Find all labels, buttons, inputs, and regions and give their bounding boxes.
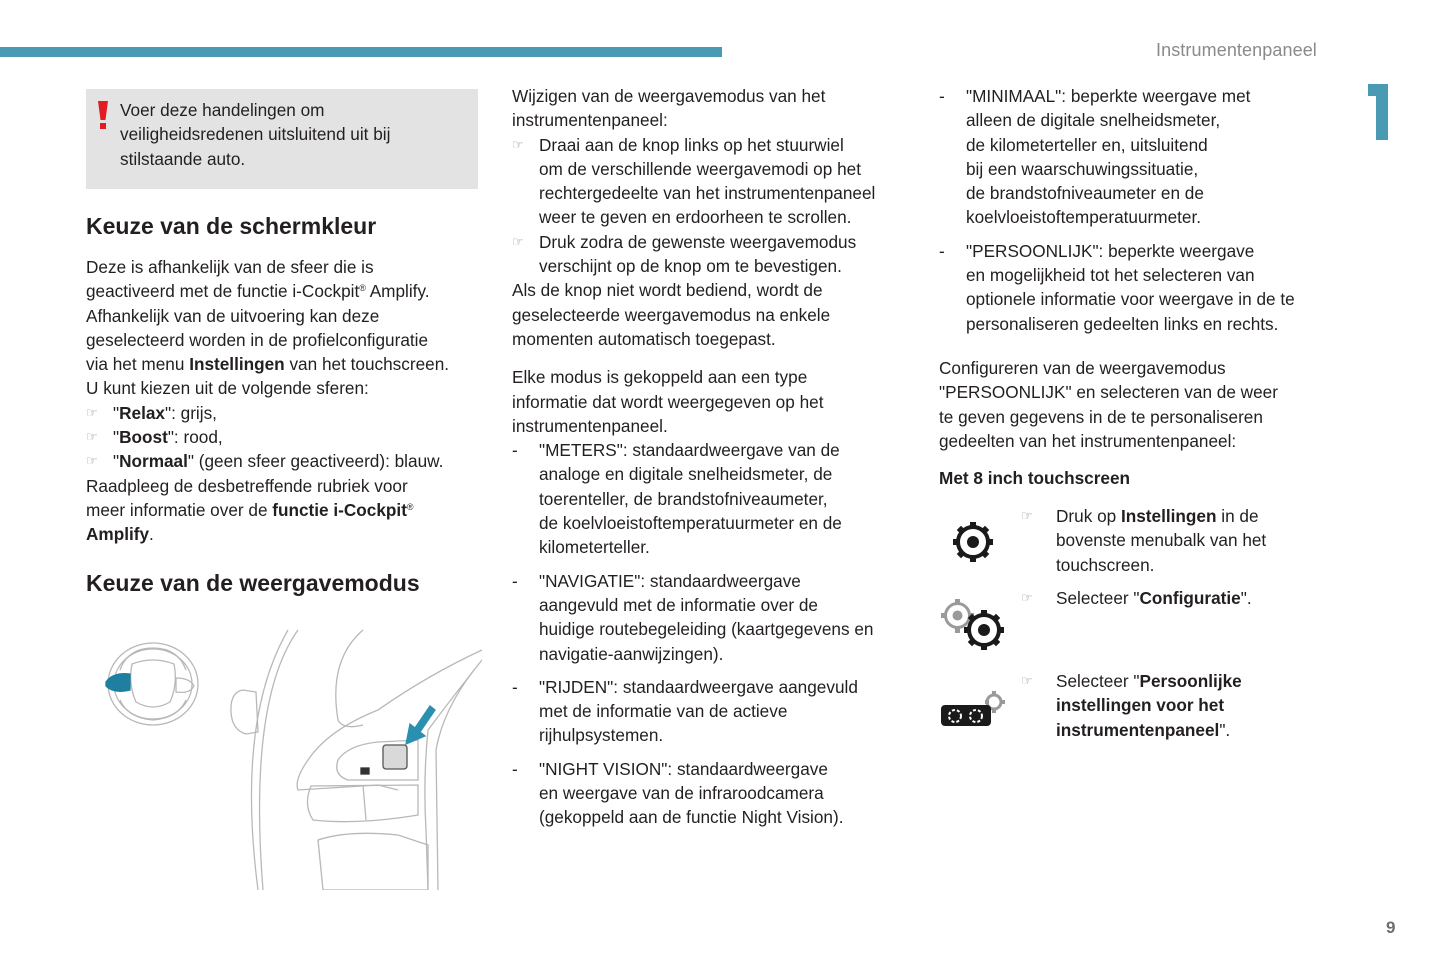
pointing-hand-icon: ☞ <box>1021 673 1033 688</box>
display-mode-instructions: Wijzigen van de weergavemodus van het instrumentenpaneel: ☞ Draai aan de knop links op het stuurwiel om de verschillende weergavemodi op het rechtergedeelte van het instrumentenpaneel weer te geven en erdoorheen te scrollen. ☞ Druk zodra de gewenste weergavemodus verschijnt op de knop om te bevestigen. Als de knop niet wordt bediend, wordt de geselecteerde weergavemodus na enkele momenten automatisch toegepast. Elke modus is gekoppeld aan een type informatie dat wordt weergegeven op het instrumentenpaneel. - "METERS": standaardweergave van de analoge en digitale snelheidsmeter, de toerenteller, de brandstofniveaumeter, de koelvloeistoftemperatuurmeter en de kilometerteller. - "NAVIGATIE": standaardweergave aangevuld met de informatie over de huidige routebegeleiding (kaartgegevens en navigatie-aanwijzingen). - "RIJDEN": standaardweergave aangevuld met de informatie van de actieve rijhulpsystemen. - "NIGHT VISION": standaardweergave en weergave van de infraroodcamera (gekoppeld aan de functie Night Vision). <box>512 84 912 830</box>
pointing-hand-icon: ☞ <box>1021 508 1033 523</box>
header-accent-bar <box>0 47 722 57</box>
instruction-step: ☞ Draai aan de knop links op het stuurwiel om de verschillende weergavemodi op het rechtergedeelte van het instrumentenpaneel weer te geven en erdoorheen te scrollen. <box>512 134 876 228</box>
exclamation-icon <box>97 101 109 131</box>
settings-gear-icon <box>951 520 995 564</box>
cross-reference-link: functie i-Cockpit <box>272 499 407 520</box>
steering-wheel-left-knob-illustration <box>98 620 482 890</box>
pointing-hand-icon: ☞ <box>86 404 98 420</box>
screen-color-body: Deze is afhankelijk van de sfeer die is geactiveerd met de functie i-Cockpit® Amplify. Afhankelijk van de uitvoering kan deze geselecteerd worden in de profielconfiguratie via het menu Instellingen van het touchscreen. U kunt kiezen uit de volgende sferen: ☞ "Relax": grijs, ☞ "Boost": rood, ☞ "Normaal" (geen sfeer geactiveerd): blauw. Raadpleeg de desbetreffende rubriek voor meer informatie over de functie i-Cockpit® Amplify. <box>86 255 486 547</box>
mode-item-minimaal: - "MINIMAAL": beperkte weergave met alleen de digitale snelheidsmeter, de kilometerteller en, uitsluitend bij een waarschuwingssituatie, de brandstofniveaumeter en de koelvloeistoftemperatuurmeter. <box>939 86 1251 228</box>
instrument-panel-settings-icon <box>940 690 1008 728</box>
touchscreen-subheading: Met 8 inch touchscreen <box>939 468 1131 489</box>
running-header-title: Instrumentenpaneel <box>1156 40 1317 60</box>
warning-text: Voer deze handelingen om veiligheidsredenen uitsluitend uit bij stilstaande auto. <box>120 100 391 169</box>
page-number: 9 <box>1386 918 1396 937</box>
configuration-gears-icon <box>940 598 1006 654</box>
ambience-option-boost: ☞ "Boost": rood, <box>86 425 486 449</box>
step-select-configuration: ☞ Selecteer "Configuratie". <box>1021 586 1321 610</box>
instruction-step: ☞ Druk zodra de gewenste weergavemodus verschijnt op de knop om te bevestigen. <box>512 231 857 277</box>
ambience-option-relax: ☞ "Relax": grijs, <box>86 401 486 425</box>
settings-menu-term: Instellingen <box>189 354 285 375</box>
pointing-hand-icon: ☞ <box>86 429 98 445</box>
safety-warning-box <box>86 89 478 189</box>
pointing-hand-icon: ☞ <box>512 233 524 249</box>
pointing-hand-icon: ☞ <box>512 136 524 152</box>
heading-display-mode: Keuze van de weergavemodus <box>86 570 420 596</box>
mode-item-meters: - "METERS": standaardweergave van de analoge en digitale snelheidsmeter, de toerenteller, de brandstofniveaumeter, de koelvloeistoftemperatuurmeter en de kilometerteller. <box>512 440 842 558</box>
personal-mode-section: - "MINIMAAL": beperkte weergave met alleen de digitale snelheidsmeter, de kilometerteller en, uitsluitend bij een waarschuwingssituatie, de brandstofniveaumeter en de koelvloeistoftemperatuurmeter. - "PERSOONLIJK": beperkte weergave en mogelijkheid tot het selecteren van optionele informatie voor weergave in de te personaliseren gedeelten links en rechts. Configureren van de weergavemodus "PERSOONLIJK" en selecteren van de weer te geven gegevens in de te personaliseren gedeelten van het instrumentenpaneel: Met 8 inch touchscreen <box>939 84 1339 490</box>
step-select-personal-settings: ☞ Selecteer "Persoonlijke instellingen voor het instrumentenpaneel". <box>1021 671 1242 740</box>
pointing-hand-icon: ☞ <box>1021 590 1033 605</box>
step-press-settings: ☞ Druk op Instellingen in de bovenste menubalk van het touchscreen. <box>1021 506 1267 575</box>
mode-item-persoonlijk: - "PERSOONLIJK": beperkte weergave en mogelijkheid tot het selecteren van optionele informatie voor weergave in de te personaliseren gedeelten links en rechts. <box>939 240 1295 334</box>
mode-item-night-vision: - "NIGHT VISION": standaardweergave en weergave van de infraroodcamera (gekoppeld aan de functie Night Vision). <box>512 758 844 828</box>
heading-screen-color: Keuze van de schermkleur <box>86 213 377 239</box>
pointing-hand-icon: ☞ <box>86 453 98 469</box>
chapter-number-marker <box>1368 84 1394 140</box>
ambience-option-normaal: ☞ "Normaal" (geen sfeer geactiveerd): blauw. <box>86 449 486 473</box>
mode-item-navigatie: - "NAVIGATIE": standaardweergave aangevuld met de informatie over de huidige routebegeleiding (kaartgegevens en navigatie-aanwijzingen). <box>512 570 874 664</box>
mode-item-rijden: - "RIJDEN": standaardweergave aangevuld met de informatie van de actieve rijhulpsystemen. <box>512 676 858 746</box>
